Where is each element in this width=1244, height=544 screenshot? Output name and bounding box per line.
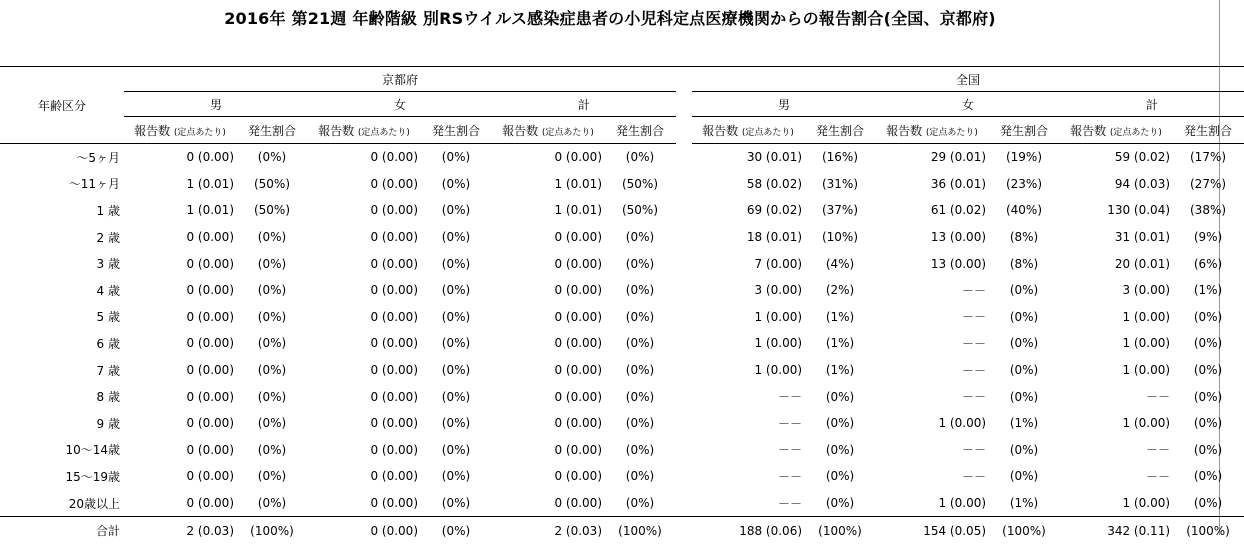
rate-cell: (8%) bbox=[1009, 230, 1039, 245]
rate-cell: (0%) bbox=[257, 416, 287, 431]
count-cell: 0 (0.00) bbox=[554, 283, 602, 298]
count-cell: －－ bbox=[1146, 469, 1171, 484]
count-cell: －－ bbox=[1146, 390, 1171, 405]
count-cell: 1 (0.00) bbox=[1122, 496, 1171, 511]
count-cell: 1 (0.01) bbox=[554, 203, 602, 218]
count-cell: 0 (0.00) bbox=[370, 176, 418, 191]
count-cell: 0 (0.00) bbox=[554, 389, 602, 404]
rate-cell: (0%) bbox=[257, 256, 287, 271]
sex-header: 女 bbox=[308, 92, 492, 117]
count-cell: 13 (0.00) bbox=[930, 256, 987, 271]
rate-cell: (0%) bbox=[441, 389, 471, 404]
count-cell: 1 (0.00) bbox=[1122, 309, 1171, 324]
rate-cell: (0%) bbox=[1193, 363, 1223, 378]
age-cell: 合計 bbox=[0, 517, 124, 544]
sex-header: 男 bbox=[124, 92, 308, 117]
count-cell: 0 (0.00) bbox=[370, 283, 418, 298]
count-column-header bbox=[124, 117, 236, 144]
count-cell: －－ bbox=[778, 496, 803, 511]
count-label: 報告数 bbox=[318, 123, 355, 138]
rate-cell: (1%) bbox=[1193, 283, 1223, 298]
count-cell: 0 (0.00) bbox=[370, 150, 418, 165]
rate-cell: (0%) bbox=[441, 496, 471, 511]
count-cell: 0 (0.00) bbox=[554, 309, 602, 324]
count-cell: 0 (0.00) bbox=[370, 230, 418, 245]
rate-cell: (0%) bbox=[441, 256, 471, 271]
rate-cell: (0%) bbox=[441, 336, 471, 351]
count-column-header bbox=[876, 117, 988, 144]
rate-cell: (0%) bbox=[257, 150, 287, 165]
page-title: 2016年 第21週 年齢階級 別RSウイルス感染症患者の小児科定点医療機関からの報告割合(全国、京都府) bbox=[224, 9, 996, 28]
count-note: (定点あたり) bbox=[925, 127, 978, 138]
count-cell: 0 (0.00) bbox=[554, 230, 602, 245]
sex-header: 女 bbox=[876, 92, 1060, 117]
count-cell: 1 (0.00) bbox=[938, 416, 987, 431]
rate-cell: (0%) bbox=[441, 203, 471, 218]
rate-cell: (100%) bbox=[1172, 517, 1244, 544]
rate-cell: (0%) bbox=[1193, 389, 1223, 404]
rate-cell: (0%) bbox=[257, 389, 287, 404]
age-cell: 4 歳 bbox=[96, 283, 120, 298]
count-cell: 1 (0.01) bbox=[554, 176, 602, 191]
total-row bbox=[0, 517, 1244, 544]
rate-cell: (0%) bbox=[1193, 496, 1223, 511]
count-note: (定点あたり) bbox=[541, 127, 594, 138]
count-cell: 0 (0.00) bbox=[554, 336, 602, 351]
rate-cell: (0%) bbox=[625, 283, 655, 298]
table-row bbox=[0, 224, 1244, 251]
rate-cell: (0%) bbox=[441, 469, 471, 484]
age-cell: 5 歳 bbox=[96, 310, 120, 325]
count-cell: 3 (0.00) bbox=[1122, 283, 1171, 298]
count-cell: 2 (0.03) bbox=[124, 517, 236, 544]
rate-cell: (0%) bbox=[625, 416, 655, 431]
rate-cell: (0%) bbox=[825, 469, 855, 484]
rate-cell: (0%) bbox=[441, 176, 471, 191]
count-cell: 36 (0.01) bbox=[930, 176, 987, 191]
count-cell: 0 (0.00) bbox=[186, 363, 234, 378]
age-cell: 2 歳 bbox=[96, 230, 120, 245]
rate-cell: (0%) bbox=[825, 416, 855, 431]
count-cell: 0 (0.00) bbox=[554, 416, 602, 431]
count-cell: 0 (0.00) bbox=[186, 256, 234, 271]
count-column-header bbox=[1060, 117, 1172, 144]
report-table bbox=[0, 66, 1244, 544]
count-label: 報告数 bbox=[886, 123, 923, 138]
rate-cell: (0%) bbox=[1009, 469, 1039, 484]
count-cell: 0 (0.00) bbox=[186, 389, 234, 404]
count-cell: －－ bbox=[1146, 443, 1171, 458]
count-label: 報告数 bbox=[702, 123, 739, 138]
rate-column-header: 発生割合 bbox=[420, 117, 492, 144]
age-column-header: 年齢区分 bbox=[0, 67, 124, 144]
count-note: (定点あたり) bbox=[1109, 127, 1162, 138]
count-cell: 0 (0.00) bbox=[554, 469, 602, 484]
rate-cell: (0%) bbox=[257, 469, 287, 484]
count-cell: 58 (0.02) bbox=[746, 176, 803, 191]
rate-cell: (0%) bbox=[625, 496, 655, 511]
count-cell: 0 (0.00) bbox=[370, 469, 418, 484]
count-cell: 94 (0.03) bbox=[1114, 176, 1171, 191]
count-cell: 7 (0.00) bbox=[754, 256, 803, 271]
rate-cell: (40%) bbox=[1005, 203, 1043, 218]
count-cell: 1 (0.01) bbox=[186, 176, 234, 191]
rate-cell: (0%) bbox=[825, 442, 855, 457]
count-cell: 0 (0.00) bbox=[370, 416, 418, 431]
rate-cell: (6%) bbox=[1193, 256, 1223, 271]
rate-cell: (0%) bbox=[420, 517, 492, 544]
count-cell: 0 (0.00) bbox=[186, 150, 234, 165]
count-cell: 0 (0.00) bbox=[186, 442, 234, 457]
count-note: (定点あたり) bbox=[357, 127, 410, 138]
group-header-kyoto: 京都府 bbox=[124, 67, 676, 92]
rate-cell: (0%) bbox=[257, 230, 287, 245]
age-cell: ～5ヶ月 bbox=[76, 150, 120, 165]
table-row bbox=[0, 437, 1244, 464]
rate-cell: (0%) bbox=[257, 283, 287, 298]
rate-cell: (1%) bbox=[825, 336, 855, 351]
rate-cell: (9%) bbox=[1193, 230, 1223, 245]
count-cell: 1 (0.00) bbox=[1122, 363, 1171, 378]
rate-cell: (50%) bbox=[253, 176, 291, 191]
rate-cell: (0%) bbox=[1193, 469, 1223, 484]
rate-cell: (50%) bbox=[621, 176, 659, 191]
rate-cell: (0%) bbox=[1009, 336, 1039, 351]
rate-cell: (4%) bbox=[825, 256, 855, 271]
table-row bbox=[0, 197, 1244, 224]
count-cell: 30 (0.01) bbox=[746, 150, 803, 165]
rate-cell: (0%) bbox=[1009, 309, 1039, 324]
age-cell: 7 歳 bbox=[96, 363, 120, 378]
count-cell: 0 (0.00) bbox=[370, 496, 418, 511]
count-cell: 0 (0.00) bbox=[308, 517, 420, 544]
table-row bbox=[0, 490, 1244, 517]
count-cell: 0 (0.00) bbox=[370, 389, 418, 404]
rate-cell: (23%) bbox=[1005, 176, 1043, 191]
rate-column-header: 発生割合 bbox=[804, 117, 876, 144]
rate-cell: (1%) bbox=[825, 363, 855, 378]
count-cell: －－ bbox=[962, 469, 987, 484]
count-column-header bbox=[308, 117, 420, 144]
age-cell: 20歳以上 bbox=[68, 496, 120, 511]
count-cell: 1 (0.01) bbox=[186, 203, 234, 218]
group-header-national: 全国 bbox=[692, 67, 1244, 92]
count-cell: －－ bbox=[778, 390, 803, 405]
sex-header: 計 bbox=[492, 92, 676, 117]
count-cell: 0 (0.00) bbox=[554, 256, 602, 271]
age-cell: 6 歳 bbox=[96, 336, 120, 351]
rate-cell: (0%) bbox=[1193, 416, 1223, 431]
rate-cell: (0%) bbox=[441, 230, 471, 245]
count-cell: 1 (0.00) bbox=[754, 309, 803, 324]
table-row bbox=[0, 171, 1244, 198]
rate-cell: (0%) bbox=[1193, 336, 1223, 351]
count-cell: 0 (0.00) bbox=[554, 363, 602, 378]
rate-cell: (0%) bbox=[257, 442, 287, 457]
count-cell: －－ bbox=[962, 336, 987, 351]
table-row bbox=[0, 357, 1244, 384]
count-cell: 1 (0.00) bbox=[754, 363, 803, 378]
rate-cell: (2%) bbox=[825, 283, 855, 298]
rate-cell: (0%) bbox=[1009, 389, 1039, 404]
count-cell: －－ bbox=[962, 310, 987, 325]
header-row-columns bbox=[0, 117, 1244, 144]
rate-column-header: 発生割合 bbox=[1172, 117, 1244, 144]
rate-cell: (0%) bbox=[441, 416, 471, 431]
count-cell: 29 (0.01) bbox=[930, 150, 987, 165]
count-cell: 130 (0.04) bbox=[1107, 203, 1171, 218]
rate-cell: (1%) bbox=[1009, 496, 1039, 511]
count-cell: 0 (0.00) bbox=[186, 336, 234, 351]
rate-column-header: 発生割合 bbox=[236, 117, 308, 144]
rate-cell: (100%) bbox=[804, 517, 876, 544]
count-cell: －－ bbox=[778, 416, 803, 431]
count-cell: 31 (0.01) bbox=[1114, 230, 1171, 245]
rate-cell: (27%) bbox=[1190, 176, 1227, 191]
count-cell: －－ bbox=[962, 390, 987, 405]
count-cell: 0 (0.00) bbox=[554, 496, 602, 511]
rate-cell: (0%) bbox=[825, 496, 855, 511]
rate-cell: (1%) bbox=[825, 309, 855, 324]
age-cell: 3 歳 bbox=[96, 257, 120, 272]
rate-cell: (0%) bbox=[625, 150, 655, 165]
count-cell: －－ bbox=[962, 283, 987, 298]
header-row-region bbox=[0, 67, 1244, 92]
rate-cell: (0%) bbox=[625, 363, 655, 378]
count-cell: 0 (0.00) bbox=[186, 230, 234, 245]
count-cell: 0 (0.00) bbox=[370, 309, 418, 324]
table-row bbox=[0, 463, 1244, 490]
rate-cell: (0%) bbox=[257, 336, 287, 351]
rate-cell: (10%) bbox=[821, 230, 859, 245]
rate-cell: (0%) bbox=[1193, 442, 1223, 457]
rate-cell: (0%) bbox=[441, 363, 471, 378]
rate-cell: (100%) bbox=[236, 517, 308, 544]
count-cell: 69 (0.02) bbox=[746, 203, 803, 218]
count-note: (定点あたり) bbox=[741, 127, 794, 138]
rate-cell: (0%) bbox=[625, 336, 655, 351]
rate-cell: (0%) bbox=[257, 496, 287, 511]
rate-cell: (38%) bbox=[1190, 203, 1227, 218]
count-cell: 18 (0.01) bbox=[746, 230, 803, 245]
age-cell: 15～19歳 bbox=[65, 469, 120, 484]
count-label: 報告数 bbox=[134, 123, 171, 138]
rate-cell: (31%) bbox=[821, 176, 859, 191]
count-cell: 20 (0.01) bbox=[1114, 256, 1171, 271]
rate-cell: (0%) bbox=[825, 389, 855, 404]
rate-cell: (50%) bbox=[253, 203, 291, 218]
rate-cell: (0%) bbox=[441, 150, 471, 165]
count-cell: 3 (0.00) bbox=[754, 283, 803, 298]
rate-cell: (19%) bbox=[1005, 150, 1043, 165]
table-row bbox=[0, 410, 1244, 437]
count-cell: 0 (0.00) bbox=[186, 496, 234, 511]
count-cell: 154 (0.05) bbox=[876, 517, 988, 544]
rate-cell: (0%) bbox=[1193, 309, 1223, 324]
table-row bbox=[0, 330, 1244, 357]
count-cell: 0 (0.00) bbox=[370, 336, 418, 351]
age-cell: 10～14歳 bbox=[65, 443, 120, 458]
rate-cell: (100%) bbox=[604, 517, 676, 544]
count-cell: 1 (0.00) bbox=[1122, 416, 1171, 431]
rate-cell: (0%) bbox=[257, 363, 287, 378]
age-cell: 9 歳 bbox=[96, 416, 120, 431]
rate-cell: (100%) bbox=[988, 517, 1060, 544]
rate-cell: (0%) bbox=[625, 309, 655, 324]
table-row bbox=[0, 383, 1244, 410]
count-cell: －－ bbox=[962, 363, 987, 378]
count-cell: 0 (0.00) bbox=[370, 442, 418, 457]
count-cell: 0 (0.00) bbox=[186, 469, 234, 484]
count-cell: 2 (0.03) bbox=[492, 517, 604, 544]
rate-cell: (0%) bbox=[1009, 442, 1039, 457]
rate-cell: (1%) bbox=[1009, 416, 1039, 431]
count-cell: 188 (0.06) bbox=[692, 517, 804, 544]
count-cell: 0 (0.00) bbox=[186, 416, 234, 431]
count-cell: 0 (0.00) bbox=[554, 442, 602, 457]
rate-cell: (0%) bbox=[1009, 283, 1039, 298]
count-cell: 0 (0.00) bbox=[186, 283, 234, 298]
rate-cell: (16%) bbox=[821, 150, 859, 165]
count-label: 報告数 bbox=[502, 123, 539, 138]
rate-cell: (17%) bbox=[1190, 150, 1227, 165]
count-cell: 342 (0.11) bbox=[1060, 517, 1172, 544]
count-cell: 0 (0.00) bbox=[370, 363, 418, 378]
count-cell: 0 (0.00) bbox=[370, 256, 418, 271]
age-cell: ～11ヶ月 bbox=[68, 177, 120, 192]
rate-cell: (0%) bbox=[625, 230, 655, 245]
rate-cell: (0%) bbox=[257, 309, 287, 324]
table-row bbox=[0, 250, 1244, 277]
count-cell: －－ bbox=[778, 469, 803, 484]
count-cell: 61 (0.02) bbox=[930, 203, 987, 218]
count-cell: －－ bbox=[778, 443, 803, 458]
count-cell: 59 (0.02) bbox=[1114, 150, 1171, 165]
table-row bbox=[0, 277, 1244, 304]
rate-cell: (0%) bbox=[441, 309, 471, 324]
rate-cell: (0%) bbox=[625, 389, 655, 404]
table-row bbox=[0, 144, 1244, 171]
rate-cell: (0%) bbox=[625, 442, 655, 457]
rate-cell: (8%) bbox=[1009, 256, 1039, 271]
rate-cell: (0%) bbox=[441, 442, 471, 457]
count-cell: 1 (0.00) bbox=[938, 496, 987, 511]
rate-column-header: 発生割合 bbox=[604, 117, 676, 144]
age-cell: 1 歳 bbox=[96, 203, 120, 218]
rate-cell: (0%) bbox=[625, 469, 655, 484]
count-cell: 13 (0.00) bbox=[930, 230, 987, 245]
table-row bbox=[0, 304, 1244, 331]
rate-cell: (0%) bbox=[625, 256, 655, 271]
count-cell: 0 (0.00) bbox=[370, 203, 418, 218]
count-column-header bbox=[492, 117, 604, 144]
sex-header: 計 bbox=[1060, 92, 1244, 117]
rate-cell: (50%) bbox=[621, 203, 659, 218]
count-column-header bbox=[692, 117, 804, 144]
count-cell: 1 (0.00) bbox=[1122, 336, 1171, 351]
count-cell: 1 (0.00) bbox=[754, 336, 803, 351]
count-cell: 0 (0.00) bbox=[186, 309, 234, 324]
header-row-sex bbox=[0, 92, 1244, 117]
rate-cell: (37%) bbox=[821, 203, 859, 218]
count-note: (定点あたり) bbox=[173, 127, 226, 138]
rate-cell: (0%) bbox=[1009, 363, 1039, 378]
age-cell: 8 歳 bbox=[96, 390, 120, 405]
rate-column-header: 発生割合 bbox=[988, 117, 1060, 144]
count-cell: －－ bbox=[962, 443, 987, 458]
rate-cell: (0%) bbox=[441, 283, 471, 298]
count-cell: 0 (0.00) bbox=[554, 150, 602, 165]
count-label: 報告数 bbox=[1070, 123, 1107, 138]
sex-header: 男 bbox=[692, 92, 876, 117]
